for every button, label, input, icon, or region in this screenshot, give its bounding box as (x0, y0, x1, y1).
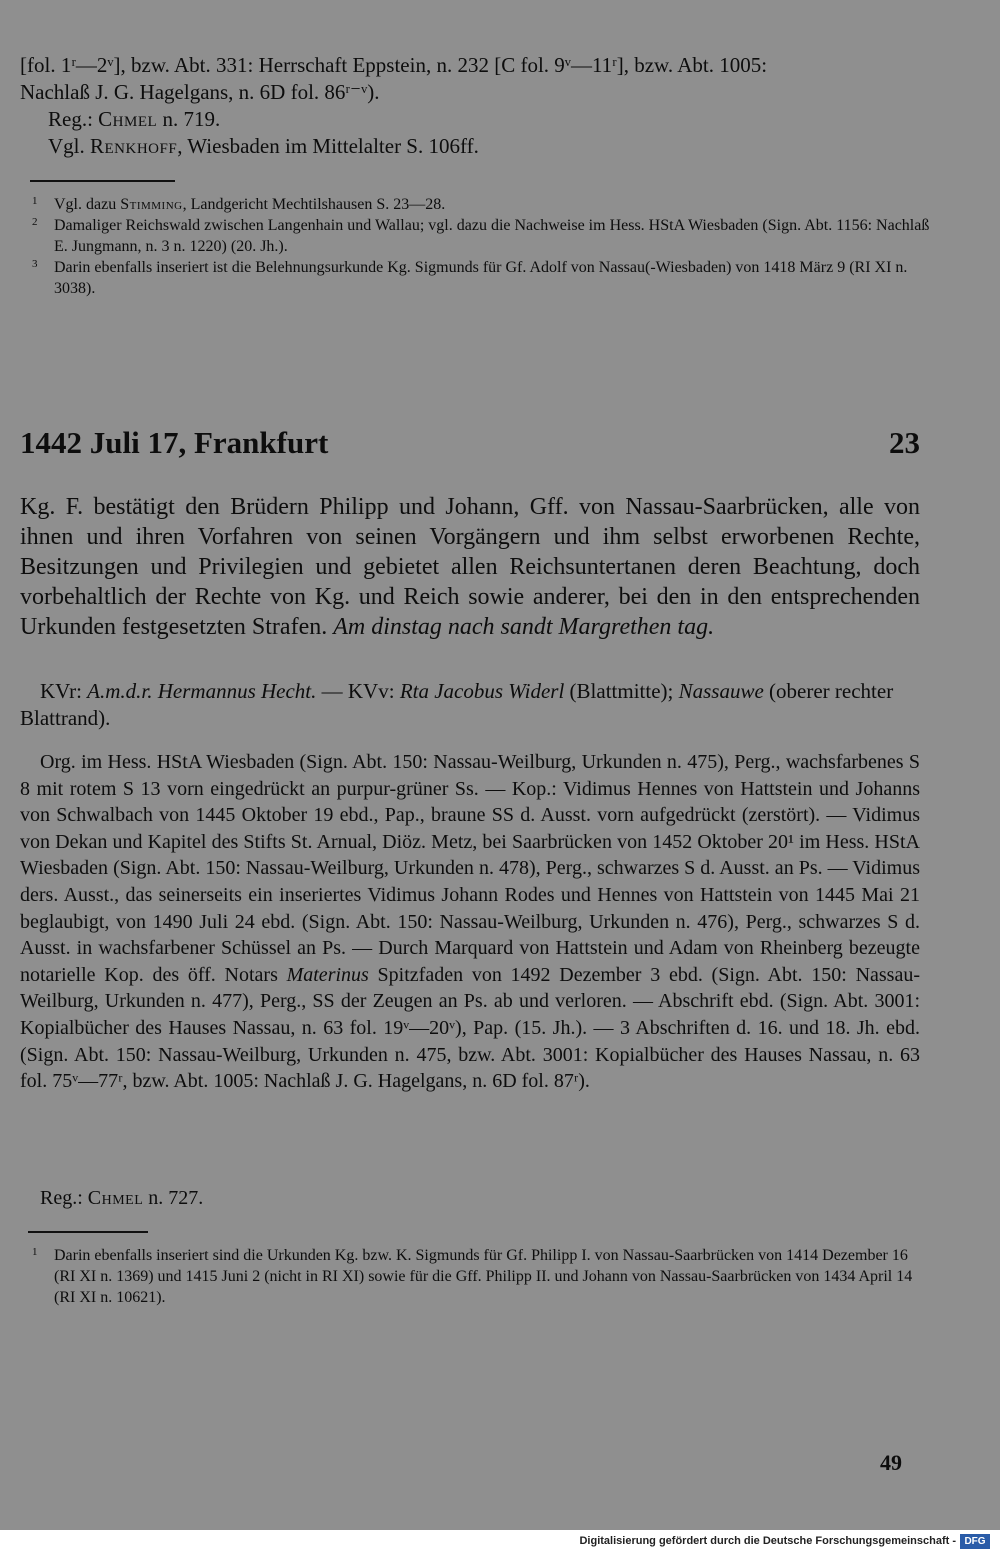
text-line: [fol. 1ʳ—2ᵛ], bzw. Abt. 331: Herrschaft Eppstein, n. 232 [C fol. 9ᵛ—11ʳ], bzw. Abt. 1005: (20, 53, 768, 77)
footnotes-bottom (18, 1245, 930, 1308)
document-date-place: 1442 Juli 17, Frankfurt (20, 425, 329, 460)
page-number: 49 (880, 1450, 902, 1475)
document-heading (20, 423, 920, 463)
footnote: 2 Damaliger Reichswald zwischen Langenhain und Wallau; vgl. dazu die Nachweise im Hess. HStA Wiesbaden (Sign. Abt. 1156: Nachlaß E. Jungmann, n. 3 n. 1220) (20. Jh.). (18, 215, 930, 257)
author-name: Chmel (87, 1187, 144, 1209)
continuation-text (20, 52, 920, 160)
regesta-reference: Reg.: Chmel n. 727. (40, 1187, 204, 1209)
footnote-rule (30, 180, 175, 182)
literature-reference: Vgl. Renkhoff, Wiesbaden im Mittelalter S. 106ff. (48, 134, 479, 158)
chancery-notes: KVr: A.m.d.r. Hermannus Hecht. — KVv: Rta Jacobus Widerl (Blattmitte); Nassauwe (oberer rechter Blattrand). (20, 679, 894, 730)
footnote-number: 3 (32, 258, 38, 270)
footnotes-top (18, 194, 930, 299)
footnote: 1 Vgl. dazu Stimming, Landgericht Mechtilshausen S. 23—28. (18, 194, 930, 215)
footnote-rule (28, 1231, 148, 1233)
document-number: 23 (889, 425, 920, 460)
dfg-logo: DFG (960, 1534, 990, 1549)
author-name: Renkhoff (90, 134, 178, 158)
regesta-reference: Reg.: Chmel n. 719. (48, 107, 221, 131)
text-line: Nachlaß J. G. Hagelgans, n. 6D fol. 86ʳ⁻ᵛ). (20, 80, 380, 104)
dating-clause: Am dinstag nach sandt Margrethen tag. (333, 614, 715, 640)
footnote: 1 Darin ebenfalls inseriert sind die Urkunden Kg. bzw. K. Sigmunds für Gf. Philipp I. von Nassau-Saarbrücken von 1414 Dezember 16 (RI XI n. 1369) und 1415 Juni 2 (nicht in RI XI) sowie für die Gff. Philipp II. und Johann von Nassau-Saarbrücken von 1434 April 14 (RI XI n. 10621). (18, 1245, 930, 1308)
author-name: Chmel (98, 107, 158, 131)
footnote-number: 2 (32, 216, 38, 228)
footnote-number: 1 (32, 195, 38, 207)
regest-summary: Kg. F. bestätigt den Brüdern Philipp und Johann, Gff. von Nassau-Saarbrücken, alle von ihnen und ihren Vorfahren von seinen Vorgängern und ihm selbst erworbenen Rechte, Besitzungen und Privilegien und gebietet allen Reichsuntertanen deren Beachtung, doch vorbehaltlich der Rechte von Kg. und Reich sowie anderer, bei den in den entsprechenden Urkunden festgesetzten Strafen. Am dinstag nach sandt Margrethen tag. (20, 494, 920, 640)
tradition-description: Org. im Hess. HStA Wiesbaden (Sign. Abt. 150: Nassau-Weilburg, Urkunden n. 475), Perg., wachsfarbenes S 8 mit rotem S 13 vorn eingedrückt an purpur-grüner Ss. — Kop.: Vidimus Hennes von Hattstein und Johanns von Schwalbach von 1445 Oktober 19 ebd., Pap., braune SS d. Ausst. vorn aufgedrückt (zerstört). — Vidimus von Dekan und Kapitel des Stifts St. Arnual, Diöz. Metz, bei Saarbrücken von 1452 Oktober 20¹ im Hess. HStA Wiesbaden (Sign. Abt. 150: Nassau-Weilburg, Urkunden n. 478), Perg., schwarzes S d. Ausst. an Ps. — Vidimus ders. Ausst., das seinerseits ein inseriertes Vidimus Johann Rodes und Hennes von Hattstein von 1445 Mai 21 beglaubigt, von 1490 Juli 24 ebd. (Sign. Abt. 150: Nassau-Weilburg, Urkunden n. 476), Perg., schwarzes S d. Ausst. in wachsfarbener Schüssel an Ps. — Durch Marquard von Hattstein und Adam von Rheinberg bezeugte notarielle Kop. des öff. Notars Materinus Spitzfaden von 1492 Dezember 3 ebd. (Sign. Abt. 150: Nassau-Weilburg, Urkunden n. 477), Perg., SS der Zeugen an Ps. ab und verloren. — Abschrift ebd. (Sign. Abt. 3001: Kopialbücher des Hauses Nassau, n. 63 fol. 19ᵛ—20ᵛ), Pap. (15. Jh.). — 3 Abschriften d. 16. und 18. Jh. ebd. (Sign. Abt. 150: Nassau-Weilburg, Urkunden n. 475, bzw. Abt. 3001: Kopialbücher des Hauses Nassau, n. 63 fol. 75ᵛ—77ʳ, bzw. Abt. 1005: Nachlaß J. G. Hagelgans, n. 6D fol. 87ʳ). (20, 751, 920, 1093)
footnote: 3 Darin ebenfalls inseriert ist die Belehnungsurkunde Kg. Sigmunds für Gf. Adolf von Nassau(-Wiesbaden) von 1418 März 9 (RI XI n. 3038). (18, 257, 930, 299)
funding-credit: Digitalisierung gefördert durch die Deutsche Forschungsgemeinschaft - (579, 1535, 956, 1547)
footnote-number: 1 (32, 1246, 38, 1258)
author-name: Stimming (120, 196, 183, 213)
